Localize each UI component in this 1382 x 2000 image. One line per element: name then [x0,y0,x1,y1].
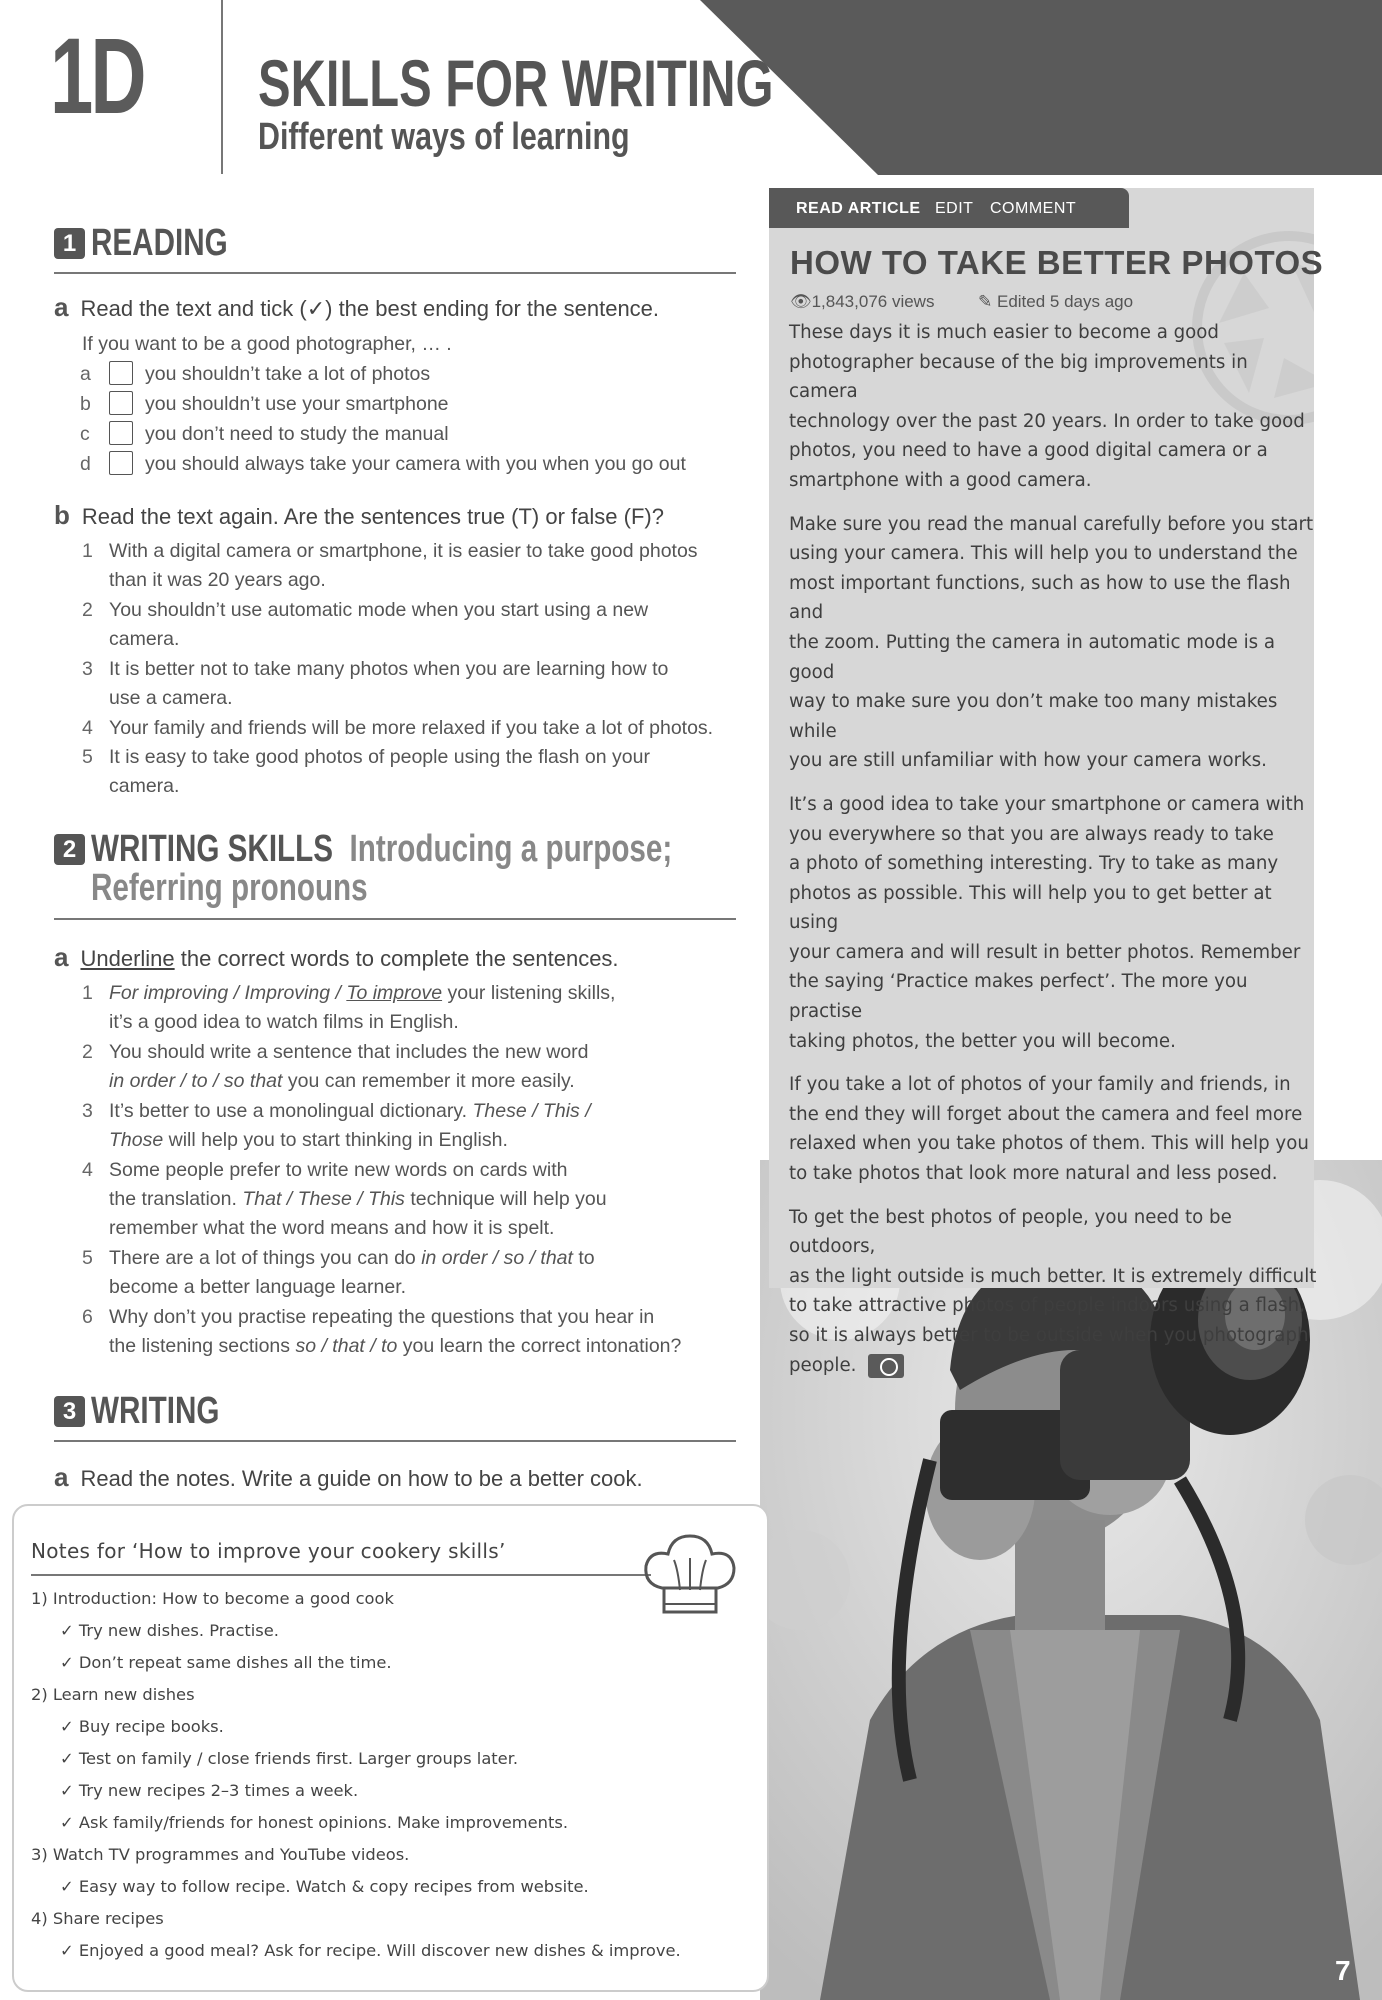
camera-icon [868,1354,904,1378]
pencil-tick-icon: ✓ [60,1621,74,1640]
view-count: 👁1,843,076 views [790,292,935,311]
exercise-line: There are a lot of things you can do in order / so / that to [109,1247,595,1269]
section-subtitle: Referring pronouns [91,867,368,909]
writing-skills-task-a: a Underline the correct words to complete the sentences. [54,942,619,972]
section-writing-skills-heading [54,828,736,920]
pencil-tick-icon: ✓ [60,1717,74,1736]
statement-line: use a camera. [109,687,233,709]
notes-bullet: ✓ Test on family / close friends first. Larger groups later. [60,1749,519,1768]
statement-line: It is better not to take many photos when you are learning how to [109,658,669,680]
notes-heading: 1) Introduction: How to become a good cook [31,1589,394,1608]
section-title: READING [91,222,228,264]
section-title: WRITING SKILLS Introducing a purpose; [91,828,673,870]
exercise-line: Some people prefer to write new words on cards with [109,1159,568,1181]
section-number: 1 [54,228,85,259]
option-text: you shouldn’t use your smartphone [145,393,449,415]
exercise-line: it’s a good idea to watch films in English. [109,1011,459,1033]
option-letter: b [80,393,91,415]
notes-bullet: ✓ Ask family/friends for honest opinions. Make improvements. [60,1813,569,1832]
item-number: 5 [82,1247,93,1269]
exercise-line: For improving / Improving / To improve your listening skills, [109,982,616,1004]
exercise-line: Those will help you to start thinking in English. [109,1129,508,1151]
exercise-line: become a better language learner. [109,1276,407,1298]
option-letter: a [80,363,91,385]
tab-comment[interactable]: COMMENT [990,200,1077,217]
item-number: 6 [82,1306,93,1328]
article-paragraph: If you take a lot of photos of your family and friends, in the end they will forget about the camera and feel more relaxed when you take photos of them. This will help you to take photos that look more natural and less posed. [789,1074,1309,1185]
notes-heading: 4) Share recipes [31,1909,164,1928]
exercise-line: the listening sections so / that / to you learn the correct intonation? [109,1335,682,1357]
writing-task-a: a Read the notes. Write a guide on how to be a better cook. [54,1462,643,1492]
article-paragraph: To get the best photos of people, you need to be outdoors, as the light outside is much better. It is extremely difficult to take attractive photos of people indoors using a flash, so it is always better to be outside when you photograph people. [789,1206,1317,1376]
notes-bullet: ✓ Enjoyed a good meal? Ask for recipe. Will discover new dishes & improve. [60,1941,681,1960]
tab-edit[interactable]: EDIT [935,200,974,217]
eye-icon: 👁 [790,292,812,311]
article-body [789,318,1319,1394]
item-number: 3 [82,1100,93,1122]
pencil-tick-icon: ✓ [60,1941,74,1960]
notes-heading: 2) Learn new dishes [31,1685,195,1704]
notes-title: Notes for ‘How to improve your cookery skills’ [31,1539,506,1563]
tick-box-c[interactable] [109,421,133,445]
notes-bullet: ✓ Don’t repeat same dishes all the time. [60,1653,392,1672]
header-divider [221,0,223,174]
edit-icon: ✎ [978,292,993,311]
option-text: you don’t need to study the manual [145,423,449,445]
pencil-tick-icon: ✓ [60,1877,74,1896]
notes-bullet: ✓ Easy way to follow recipe. Watch & copy recipes from website. [60,1877,589,1896]
tick-box-b[interactable] [109,391,133,415]
item-number: 2 [82,1041,93,1063]
item-number: 1 [82,540,93,562]
reading-stem: If you want to be a good photographer, … . [82,333,452,355]
pencil-tick-icon: ✓ [60,1653,74,1672]
option-text: you should always take your camera with you when you go out [145,453,686,475]
statement-line: than it was 20 years ago. [109,569,326,591]
statement-line: Your family and friends will be more relaxed if you take a lot of photos. [109,717,714,739]
reading-task-b: b Read the text again. Are the sentences true (T) or false (F)? [54,500,664,530]
article-tabs [769,188,1129,228]
section-number: 3 [54,1396,85,1427]
notes-bullet: ✓ Try new recipes 2–3 times a week. [60,1781,359,1800]
option-text: you shouldn’t take a lot of photos [145,363,431,385]
unit-code: 1D [50,15,144,136]
section-number: 2 [54,834,85,865]
edited-info: ✎ Edited 5 days ago [978,292,1134,311]
item-number: 2 [82,599,93,621]
pencil-tick-icon: ✓ [60,1749,74,1768]
item-number: 1 [82,982,93,1004]
article-title: HOW TO TAKE BETTER PHOTOS [790,244,1324,281]
tick-box-d[interactable] [109,451,133,475]
article-paragraph: These days it is much easier to become a good photographer because of the big improvements in camera technology over the past 20 years. In order to take good photos, you need to have a good digital camera or a smartphone with a good camera. [789,322,1305,491]
section-title: WRITING [91,1390,220,1432]
statement-line: camera. [109,628,180,650]
tab-read-article[interactable]: READ ARTICLE [796,200,921,217]
item-number: 4 [82,717,93,739]
notes-heading: 3) Watch TV programmes and YouTube videos. [31,1845,410,1864]
exercise-line: It’s better to use a monolingual dictionary. These / This / [109,1100,591,1122]
section-reading-heading [54,222,736,274]
article-paragraph: It’s a good idea to take your smartphone or camera with you everywhere so that you are always ready to take a photo of something interesting. Try to take as many photos as possible. This will help you to get better at using your camera and will result in better photos. Remember the saying ‘Practice makes perfect’. The more you practise taking photos, the better you will become. [789,793,1305,1052]
page-subtitle: Different ways of learning [258,116,630,158]
page-number: 7 [1335,1955,1351,1986]
item-number: 3 [82,658,93,680]
exercise-line: the translation. That / These / This technique will help you [109,1188,607,1210]
statement-line: It is easy to take good photos of people using the flash on your [109,746,650,768]
exercise-line: You should write a sentence that includes the new word [109,1041,589,1063]
exercise-line: remember what the word means and how it is spelt. [109,1217,555,1239]
exercise-line: in order / to / so that you can remember it more easily. [109,1070,575,1092]
notes-bullet: ✓ Try new dishes. Practise. [60,1621,279,1640]
statement-line: You shouldn’t use automatic mode when you start using a new [109,599,649,621]
article-paragraph: Make sure you read the manual carefully before you start using your camera. This will help you to understand the most important functions, such as how to use the flash and the zoom. Putting the camera in automatic mode is a good way to make sure you don’t make too many mistakes while you are still unfamiliar with how your camera works. [789,513,1314,772]
page-title: SKILLS FOR WRITING [258,46,774,120]
notes-title-rule [31,1574,651,1576]
statement-line: camera. [109,775,180,797]
chef-hat-icon [640,1530,738,1622]
reading-task-a: a Read the text and tick (✓) the best ending for the sentence. [54,292,660,322]
exercise-line: Why don’t you practise repeating the questions that you hear in [109,1306,655,1328]
statement-line: With a digital camera or smartphone, it is easier to take good photos [109,540,698,562]
option-letter: c [80,423,90,445]
item-number: 4 [82,1159,93,1181]
pencil-tick-icon: ✓ [60,1813,74,1832]
pencil-tick-icon: ✓ [60,1781,74,1800]
item-number: 5 [82,746,93,768]
tick-box-a[interactable] [109,361,133,385]
section-writing-heading [54,1390,736,1442]
notes-bullet: ✓ Buy recipe books. [60,1717,224,1736]
option-letter: d [80,453,91,475]
